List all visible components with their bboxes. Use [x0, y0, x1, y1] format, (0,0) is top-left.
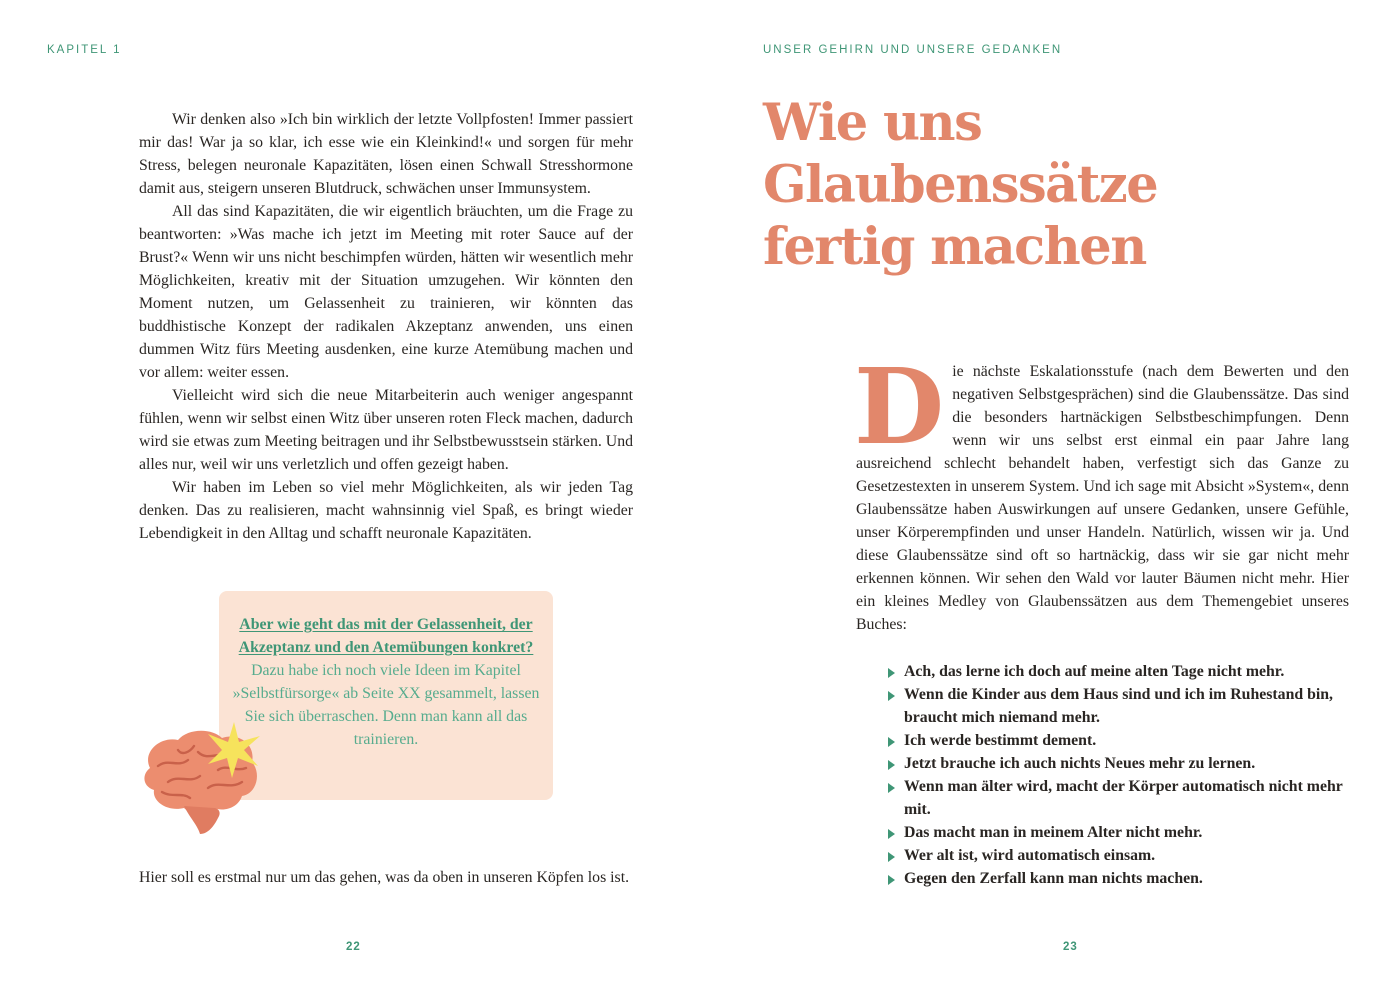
list-item-text: Ach, das lerne ich doch auf meine alten Tage nicht mehr. [904, 663, 1285, 680]
list-item [888, 660, 1358, 683]
paragraph: Wir denken also »Ich bin wirklich der letzte Vollpfosten! Immer passiert mir das! War ja so klar, ich esse wie ein Kleinkind!« und sorgen für mehr Stress, belegen neuronale Kapazitäten, lösen einen Schwall Stresshormone damit aus, steigern unseren Blutdruck, schwächen unser Immunsystem. [139, 111, 633, 197]
paragraph: Hier soll es erstmal nur um das gehen, was da oben in unseren Köpfen los ist. [139, 869, 630, 886]
list-item [888, 729, 1358, 752]
left-body-text [139, 108, 633, 545]
list-item-text: Wenn man älter wird, macht der Körper automatisch nicht mehr mit. [904, 778, 1343, 818]
list-item-text: Jetzt brauche ich auch nichts Neues mehr zu lernen. [904, 755, 1256, 772]
title-line: fertig machen [763, 217, 1146, 277]
triangle-bullet-icon [888, 783, 895, 793]
title-line: Glaubenssätze [763, 155, 1158, 215]
list-item-text: Wenn die Kinder aus dem Haus sind und ich im Ruhestand bin, braucht mich niemand mehr. [904, 686, 1333, 726]
title-line: Wie uns [763, 93, 982, 153]
intro-text: ie nächste Eskalationsstufe (nach dem Bewerten und den negativen Selbstgesprächen) sind die Glaubenssätze. Das sind die besonders hartnäckigen Selbstbeschimpfungen. Denn wenn wir uns selbst erst einmal ein paar Jahre lang ausreichend schlecht behandelt haben, verfestigt sich das Ganze zu Gesetzestexten in unserem System. Und ich sage mit Absicht »System«, denn Glaubenssätze haben Auswirkungen auf unsere Gedanken, unsere Gefühle, unser Körperempfinden und unser Handeln. Natürlich, wissen wir ja. Und diese Glaubenssätze sind oft so hartnäckig, dass wir sie gar nicht mehr erkennen können. Wir sehen den Wald vor lauter Bäumen nicht mehr. Hier ein kleines Medley von Glaubenssätzen aus dem Themengebiet unseres Buches: [856, 363, 1349, 633]
page-number-left: 22 [346, 941, 361, 953]
info-box-content [229, 613, 543, 751]
list-item [888, 775, 1358, 821]
drop-cap: D [854, 345, 945, 468]
list-item [888, 844, 1358, 867]
paragraph: Vielleicht wird sich die neue Mitarbeiterin auch weniger angespannt fühlen, wenn wir selbst einen Witz über unseren roten Fleck machen, dadurch wird sie etwas zum Meeting beitragen und ihr Selbstbewusstsein stärken. Und alles nur, weil wir uns verletzlich und offen gezeigt haben. [139, 387, 633, 473]
list-item-text: Wer alt ist, wird automatisch einsam. [904, 847, 1156, 864]
triangle-bullet-icon [888, 737, 895, 747]
page-number-right: 23 [1063, 941, 1078, 953]
triangle-bullet-icon [888, 691, 895, 701]
info-box-answer: Dazu habe ich noch viele Ideen im Kapitel »Selbstfürsorge« ab Seite XX gesammelt, lassen Sie sich überraschen. Denn man kann all das trainieren. [232, 662, 540, 748]
triangle-bullet-icon [888, 875, 895, 885]
closing-paragraph [139, 866, 633, 889]
list-item [888, 683, 1358, 729]
triangle-bullet-icon [888, 852, 895, 862]
list-item-text: Das macht man in meinem Alter nicht mehr. [904, 824, 1203, 841]
belief-list [888, 660, 1358, 890]
list-item [888, 821, 1358, 844]
triangle-bullet-icon [888, 668, 895, 678]
info-box [219, 591, 553, 800]
list-item-text: Gegen den Zerfall kann man nichts machen. [904, 870, 1203, 887]
right-page [698, 0, 1396, 1000]
brain-with-star-icon [138, 722, 268, 842]
triangle-bullet-icon [888, 829, 895, 839]
chapter-title [763, 92, 1157, 278]
list-item [888, 752, 1358, 775]
info-box-question: Aber wie geht das mit der Gelassenheit, der Akzeptanz und den Atemübungen konkret? [238, 616, 534, 656]
list-item [888, 867, 1358, 890]
right-body-text [854, 345, 1349, 636]
paragraph: Wir haben im Leben so viel mehr Möglichkeiten, als wir jeden Tag denken. Das zu realisieren, macht wahnsinnig viel Spaß, es bringt wieder Lebendigkeit in den Alltag und schafft neuronale Kapazitäten. [139, 479, 633, 542]
intro-paragraph [854, 345, 1349, 636]
triangle-bullet-icon [888, 760, 895, 770]
running-head-right: UNSER GEHIRN UND UNSERE GEDANKEN [763, 44, 1063, 56]
list-item-text: Ich werde bestimmt dement. [904, 732, 1097, 749]
running-head-left: KAPITEL 1 [47, 44, 122, 56]
paragraph: All das sind Kapazitäten, die wir eigentlich bräuchten, um die Frage zu beantworten: »Was mache ich jetzt im Meeting mit roter Sauce auf der Brust?« Wenn wir uns nicht beschimpfen würden, hätten wir wesentlich mehr Möglichkeiten, kreativ mit der Situation umzugehen. Wir könnten den Moment nutzen, um Gelassenheit zu trainieren, wir könnten das buddhistische Konzept der radikalen Akzeptanz anwenden, uns einen dummen Witz fürs Meeting ausdenken, eine kurze Atemübung machen und vor allem: weiter essen. [139, 203, 633, 381]
